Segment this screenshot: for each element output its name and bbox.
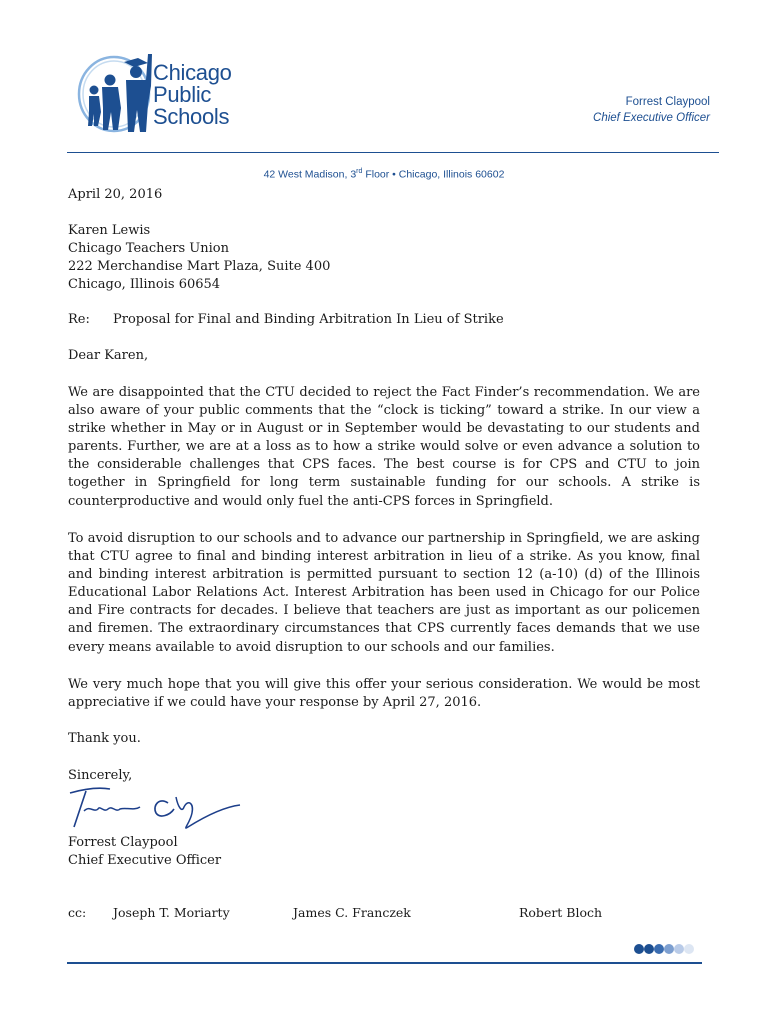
sender-name: Forrest Claypool bbox=[625, 96, 710, 108]
recipient-line-3: 222 Merchandise Mart Plaza, Suite 400 bbox=[68, 259, 331, 274]
footer-dot-4 bbox=[664, 944, 674, 954]
signer-name: Forrest Claypool bbox=[68, 835, 178, 850]
logo-line-2: Public bbox=[153, 82, 212, 107]
address-prefix: 42 West Madison, 3 bbox=[263, 168, 357, 181]
address-suffix: Floor • Chicago, Illinois 60602 bbox=[362, 168, 505, 181]
paragraph-1: We are disappointed that the CTU decided to reject the Fact Finder’s recommendation. We are also aware of your public comments that the “clock is ticking” toward a strike. In our view a strike whether in May or in August or in September would be devastating to our students and parents. Further, we are at a loss as to how a strike would solve or even advance a solution to the considerable challenges that CPS faces. The best course is for CPS and CTU to join together in Springfield for long term sustainable funding for our schools. A strike is counterproductive and would only fuel the anti-CPS forces in Springfield. bbox=[68, 385, 700, 509]
re-subject: Proposal for Final and Binding Arbitration In Lieu of Strike bbox=[113, 312, 504, 327]
sender-block bbox=[593, 94, 710, 126]
cc-name-3: Robert Bloch bbox=[519, 905, 603, 920]
footer-dot-2 bbox=[644, 944, 654, 954]
letter-date: April 20, 2016 bbox=[68, 187, 163, 202]
sender-title: Chief Executive Officer bbox=[593, 112, 710, 124]
paragraph-3: We very much hope that you will give this offer your serious consideration. We would be most appreciative if we could have your response by April 27, 2016. bbox=[68, 677, 700, 711]
recipient-line-4: Chicago, Illinois 60654 bbox=[68, 277, 221, 292]
footer-dot-5 bbox=[674, 944, 684, 954]
cc-name-1: Joseph T. Moriarty bbox=[113, 905, 230, 920]
letterhead-address bbox=[0, 168, 768, 181]
recipient-line-1: Karen Lewis bbox=[68, 223, 151, 238]
logo-line-1: Chicago bbox=[153, 60, 232, 85]
thanks: Thank you. bbox=[68, 731, 141, 746]
footer-dot-3 bbox=[654, 944, 664, 954]
paragraph-2: To avoid disruption to our schools and to advance our partnership in Springfield, we are asking that CTU agree to final and binding interest arbitration in lieu of a strike. As you know, final and binding interest arbitration is permitted pursuant to section 12 (a-10) (d) of the Illinois Educational Labor Relations Act. Interest Arbitration has been used in Chicago for our Police and Fire contracts for decades. I believe that teachers are just as important as our policemen and firemen. The extraordinary circumstances that CPS currently faces demands that we use every means available to avoid disruption to our schools and our families. bbox=[68, 531, 700, 655]
logo-line-3: Schools bbox=[153, 104, 230, 129]
re-label: Re: bbox=[68, 312, 90, 327]
header-rule bbox=[67, 152, 719, 153]
address-sup: rd bbox=[356, 168, 363, 175]
signature-icon bbox=[64, 783, 244, 833]
logo-wordmark bbox=[153, 62, 232, 128]
signer-title: Chief Executive Officer bbox=[68, 853, 222, 868]
footer-rule bbox=[67, 962, 702, 964]
closing: Sincerely, bbox=[68, 768, 133, 783]
cc-name-2: James C. Franczek bbox=[293, 905, 411, 920]
cc-label: cc: bbox=[68, 905, 87, 920]
recipient-line-2: Chicago Teachers Union bbox=[68, 241, 229, 256]
salutation: Dear Karen, bbox=[68, 348, 149, 363]
footer-dot-1 bbox=[634, 944, 644, 954]
footer-dots bbox=[634, 944, 694, 956]
footer-dot-6 bbox=[684, 944, 694, 954]
